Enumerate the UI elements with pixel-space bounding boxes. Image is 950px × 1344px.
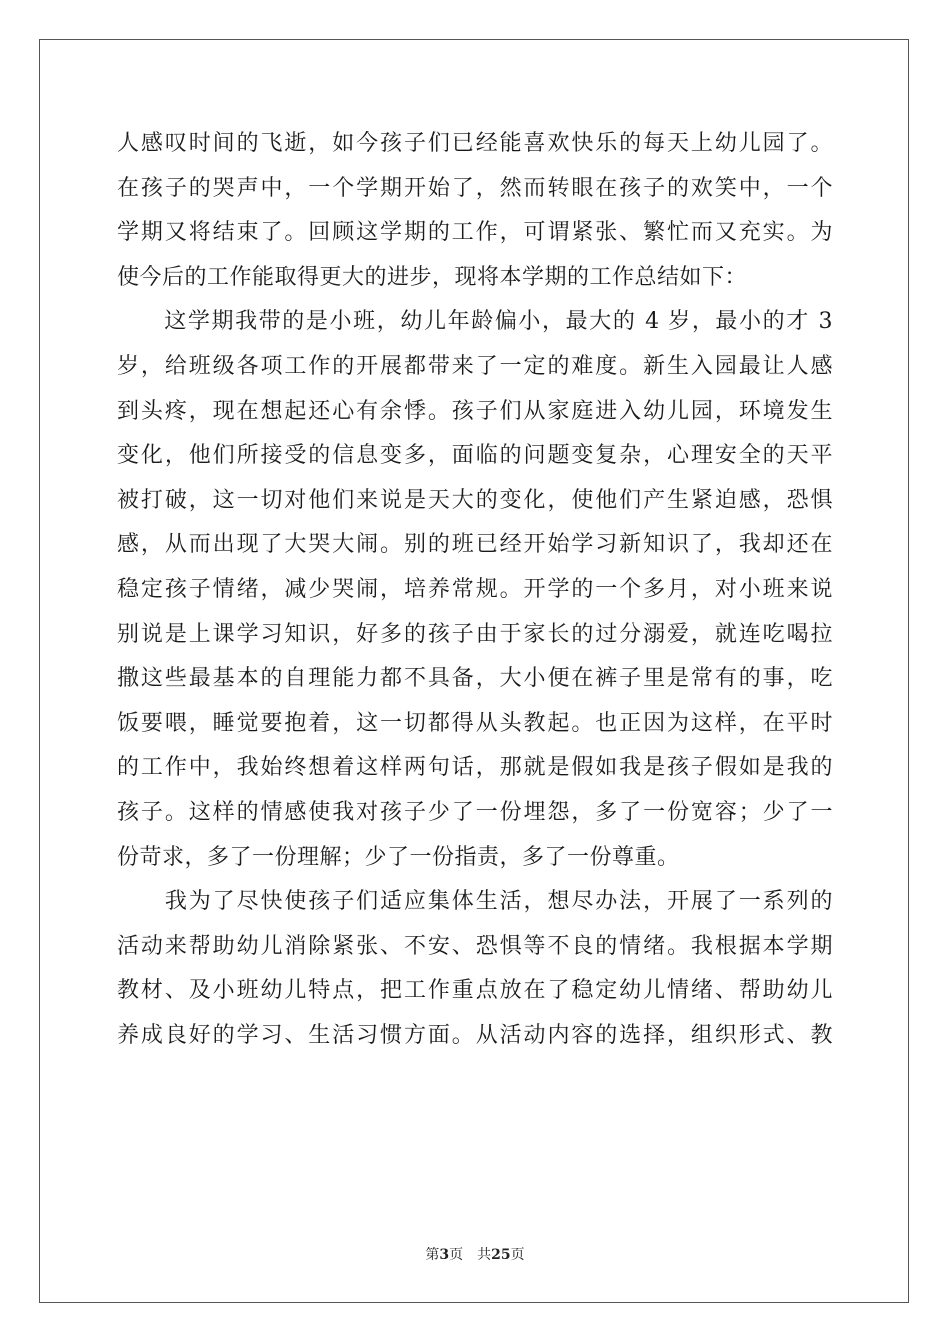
text-line: 在孩子的哭声中，一个学期开始了，然而转眼在孩子的欢笑中，一个	[117, 175, 833, 201]
text-line: 变化，他们所接受的信息变多，面临的问题变复杂，心理安全的天平	[117, 443, 833, 469]
text-line: 人感叹时间的飞逝，如今孩子们已经能喜欢快乐的每天上幼儿园了。	[117, 131, 833, 156]
text-line: 感，从而出现了大哭大闹。别的班已经开始学习新知识了，我却还在	[117, 532, 833, 558]
text-line: 饭要喂，睡觉要抱着，这一切都得从头教起。也正因为这样，在平时	[117, 710, 833, 736]
text-line: 岁，给班级各项工作的开展都带来了一定的难度。新生入园最让人感	[117, 353, 833, 379]
text-line: 活动来帮助幼儿消除紧张、不安、恐惧等不良的情绪。我根据本学期	[117, 933, 833, 959]
text-line: 别说是上课学习知识，好多的孩子由于家长的过分溺爱，就连吃喝拉	[117, 621, 833, 647]
text-line: 撒这些最基本的自理能力都不具备，大小便在裤子里是常有的事，吃	[117, 666, 833, 692]
text-line: 稳定孩子情绪，减少哭闹，培养常规。开学的一个多月，对小班来说	[117, 576, 833, 602]
text-line: 养成良好的学习、生活习惯方面。从活动内容的选择，组织形式、教	[117, 1022, 833, 1048]
text-line: 被打破，这一切对他们来说是天大的变化，使他们产生紧迫感，恐惧	[117, 487, 833, 513]
text-line: 份苛求，多了一份理解；少了一份指责，多了一份尊重。	[117, 844, 680, 870]
text-line: 的工作中，我始终想着这样两句话，那就是假如我是孩子假如是我的	[117, 755, 833, 781]
text-line: 这学期我带的是小班，幼儿年龄偏小，最大的 4 岁，最小的才 3	[117, 309, 833, 335]
text-line: 到头疼，现在想起还心有余悸。孩子们从家庭进入幼儿园，环境发生	[117, 398, 833, 424]
total-suffix: 页	[510, 1247, 525, 1263]
text-line: 孩子。这样的情感使我对孩子少了一份埋怨，多了一份宽容；少了一	[117, 799, 833, 825]
text-line: 我为了尽快使孩子们适应集体生活，想尽办法，开展了一系列的	[117, 889, 833, 915]
total-prefix: 共	[477, 1247, 492, 1263]
document-body	[117, 122, 833, 1058]
text-line: 教材、及小班幼儿特点，把工作重点放在了稳定幼儿情绪、帮助幼儿	[117, 978, 833, 1004]
text-line: 学期又将结束了。回顾这学期的工作，可谓紧张、繁忙而又充实。为	[117, 220, 833, 246]
text-line: 使今后的工作能取得更大的进步，现将本学期的工作总结如下：	[117, 264, 748, 290]
current-page-number: 3	[439, 1247, 450, 1263]
page-prefix: 第	[425, 1247, 440, 1263]
page-footer	[0, 1244, 950, 1264]
total-page-count: 25	[491, 1247, 511, 1263]
page-suffix: 页	[449, 1247, 464, 1263]
